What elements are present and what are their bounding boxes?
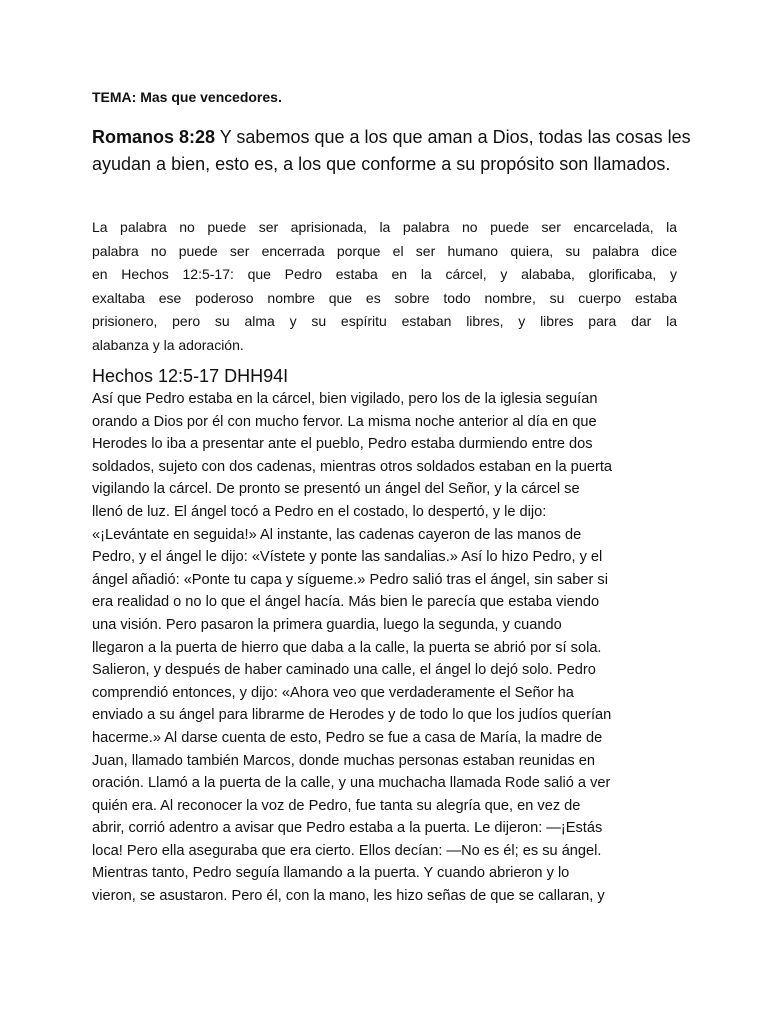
verse-reference: Romanos 8:28: [92, 127, 216, 147]
passage-line: Pedro, y el ángel le dijo: «Vístete y ponte las sandalias.» Así lo hizo Pedro, y el: [92, 549, 603, 566]
passage-line: vigilando la cárcel. De pronto se presentó un ángel del Señor, y la cárcel se: [92, 481, 580, 498]
intro-line: exaltaba ese poderoso nombre que es sobre todo nombre, su cuerpo estaba: [92, 289, 677, 306]
key-verse: [92, 124, 691, 178]
passage-line: Mientras tanto, Pedro seguía llamando a la puerta. Y cuando abrieron y lo: [92, 865, 570, 882]
passage-line: comprendió entonces, y dijo: «Ahora veo que verdaderamente el Señor ha: [92, 684, 574, 701]
passage-line: una visión. Pero pasaron la primera guardia, luego la segunda, y cuando: [92, 616, 562, 633]
passage-line: vieron, se asustaron. Pero él, con la mano, les hizo señas de que se callaran, y: [92, 888, 605, 905]
passage-line: hacerme.» Al darse cuenta de esto, Pedro se fue a casa de María, la madre de: [92, 729, 603, 746]
intro-line: alabanza y la adoración.: [92, 336, 244, 353]
intro-line: prisionero, pero su alma y su espíritu estaban libres, y libres para dar la: [92, 313, 677, 329]
key-verse-line-1: [92, 124, 691, 151]
passage-line: Salieron, y después de haber caminado una calle, el ángel lo dejó solo. Pedro: [92, 662, 596, 679]
passage-line: llenó de luz. El ángel tocó a Pedro en el costado, lo despertó, y le dijo:: [92, 503, 547, 520]
intro-line: en Hechos 12:5-17: que Pedro estaba en la cárcel, y alababa, glorificaba, y: [92, 266, 677, 282]
intro-paragraph: [92, 216, 677, 357]
passage-line: llegaron a la puerta de hierro que daba a la calle, la puerta se abrió por sí sola.: [92, 639, 602, 656]
intro-line: La palabra no puede ser aprisionada, la palabra no puede ser encarcelada, la: [92, 219, 677, 235]
passage-heading: Hechos 12:5-17 DHH94I: [92, 366, 289, 386]
passage-line: «¡Levántate en seguida!» Al instante, las cadenas cayeron de las manos de: [92, 526, 582, 543]
passage-line: enviado a su ángel para librarme de Herodes y de todo lo que los judíos querían: [92, 707, 612, 724]
passage-line: abrir, corrió adentro a avisar que Pedro estaba a la puerta. Le dijeron: —¡Estás: [92, 820, 603, 837]
passage-line: orando a Dios por él con mucho fervor. La misma noche anterior al día en que: [92, 413, 597, 430]
passage-line: loca! Pero ella aseguraba que era cierto. Ellos decían: —No es él; es su ángel.: [92, 842, 602, 859]
passage-line: oración. Llamó a la puerta de la calle, y una muchacha llamada Rode salió a ver: [92, 775, 611, 792]
verse-text-line-2: ayudan a bien, esto es, a los que conforme a su propósito son llamados.: [92, 154, 671, 174]
passage-line: quién era. Al reconocer la voz de Pedro, fue tanta su alegría que, en vez de: [92, 797, 581, 814]
sermon-title: TEMA: Mas que vencedores.: [92, 89, 282, 105]
passage-line: Juan, llamado también Marcos, donde muchas personas estaban reunidas en: [92, 752, 595, 769]
passage-line: ángel añadió: «Ponte tu capa y sígueme.» Pedro salió tras el ángel, sin saber si: [92, 571, 608, 588]
intro-line: palabra no puede ser encerrada porque el ser humano quiera, su palabra dice: [92, 242, 677, 259]
verse-text-line-1: Y sabemos que a los que aman a Dios, todas las cosas les: [219, 127, 691, 147]
passage-line: soldados, sujeto con dos cadenas, mientras otros soldados estaban en la puerta: [92, 458, 613, 475]
passage-text: [92, 388, 692, 908]
passage-line: Así que Pedro estaba en la cárcel, bien vigilado, pero los de la iglesia seguían: [92, 391, 598, 407]
passage-line: era realidad o no lo que el ángel hacía. Más bien le parecía que estaba viendo: [92, 594, 600, 611]
passage-line: Herodes lo iba a presentar ante el pueblo, Pedro estaba durmiendo entre dos: [92, 436, 593, 453]
